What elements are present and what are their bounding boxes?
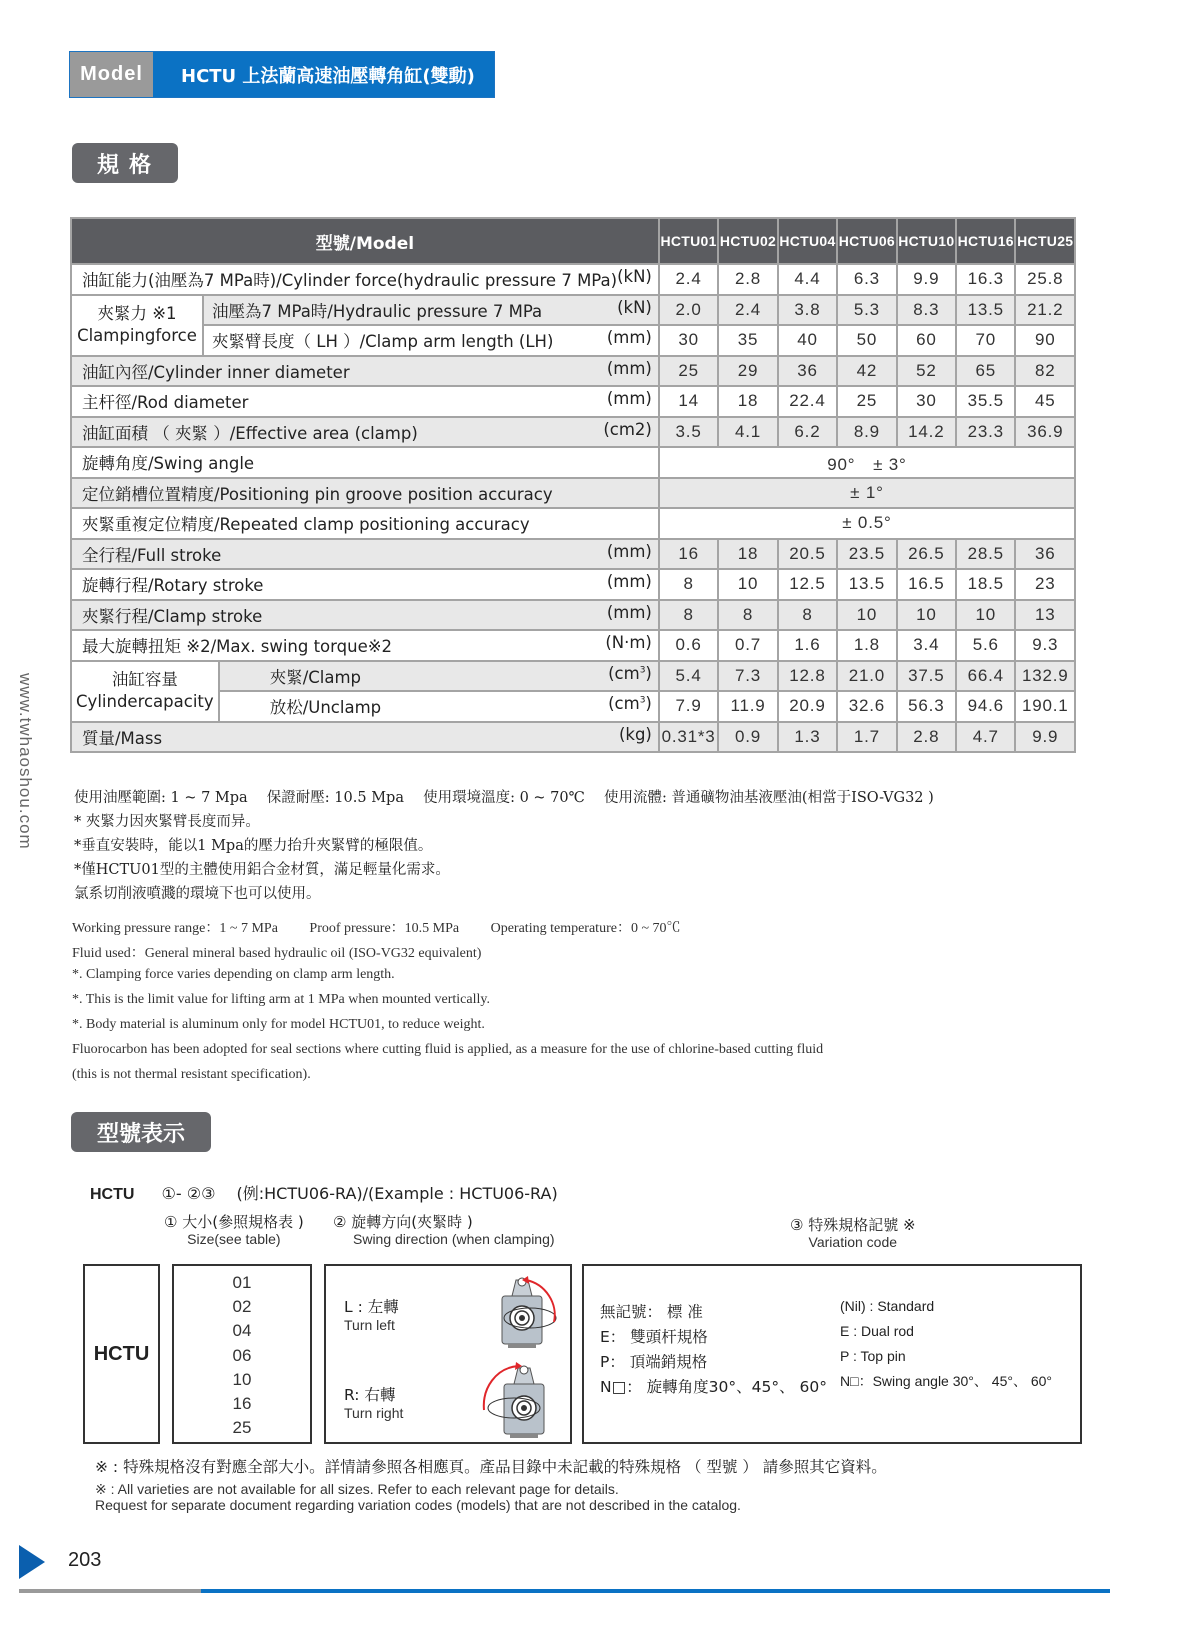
row-label-text: 最大旋轉扭矩 ※2/Max. swing torque※2 — [82, 637, 393, 657]
value-cell: 60 — [897, 325, 956, 356]
model-col-header: HCTU10 — [897, 218, 956, 264]
row-label — [82, 420, 658, 444]
value-cell: 13.5 — [837, 569, 896, 600]
row-unit: (mm) — [606, 541, 652, 561]
row-unit: (N·m) — [605, 633, 652, 653]
row-label-cell — [71, 356, 659, 387]
value-cell: 66.4 — [956, 661, 1015, 692]
row-label-cell — [71, 508, 659, 539]
value-cell: 132.9 — [1015, 661, 1075, 692]
model-col-header: HCTU25 — [1015, 218, 1075, 264]
value-cell: 36 — [1015, 539, 1075, 570]
row-label-text: 油缸面積 （ 夾緊 ）/Effective area (clamp) — [82, 423, 418, 443]
table-row — [71, 264, 1075, 295]
value-cell: 35 — [718, 325, 777, 356]
row-label-text: 油缸內徑/Cylinder inner diameter — [82, 362, 350, 382]
model-col-header: HCTU16 — [956, 218, 1015, 264]
row-label-cell — [219, 691, 659, 722]
table-row — [71, 447, 1075, 478]
value-cell: 18 — [718, 386, 777, 417]
value-cell: 20.9 — [778, 691, 837, 722]
table-row — [71, 295, 1075, 326]
model-col-header: HCTU01 — [659, 218, 718, 264]
value-cell: 9.3 — [1015, 630, 1075, 661]
table-row — [71, 325, 1075, 356]
value-cell: 94.6 — [956, 691, 1015, 722]
row-label-text: 夾緊重複定位精度/Repeated clamp positioning accuracy — [82, 515, 530, 535]
row-label — [82, 389, 658, 413]
section-tag-model-code: 型號表示 — [71, 1112, 211, 1152]
size-option: 06 — [232, 1345, 252, 1365]
value-cell: 21.2 — [1015, 295, 1075, 326]
row-label — [82, 450, 658, 474]
value-cell: 36 — [778, 356, 837, 387]
note-en: *. Clamping force varies depending on clamp arm length. — [72, 967, 395, 982]
merged-value-cell: 90° ± 3° — [659, 447, 1075, 478]
value-cell: 18.5 — [956, 569, 1015, 600]
note-en: Fluorocarbon has been adopted for seal sections where cutting fluid is applied, as a measure for the use of chlorine-based cutting fluid — [72, 1042, 824, 1057]
value-cell: 25 — [659, 356, 718, 387]
value-cell: 3.8 — [778, 295, 837, 326]
value-cell: 28.5 — [956, 539, 1015, 570]
value-cell: 7.3 — [718, 661, 777, 692]
page-arrow-icon — [19, 1545, 45, 1579]
table-row — [71, 539, 1075, 570]
row-unit: (mm) — [606, 389, 652, 409]
row-label-text: 夾緊臂長度（ LH ）/Clamp arm length (LH) — [212, 332, 554, 352]
value-cell: 5.3 — [837, 295, 896, 326]
value-cell: 23 — [1015, 569, 1075, 600]
capacity-group-cn: 油缸容量 — [111, 670, 178, 689]
table-row — [71, 722, 1075, 753]
value-cell: 14 — [659, 386, 718, 417]
note-cn: 使用油壓範圍: 1 ~ 7 Mpa 保證耐壓: 10.5 Mpa 使用環境溫度: 0 ~ 70℃ 使用流體: 普通礦物油基液壓油(相當于ISO-VG32 ) — [74, 790, 934, 806]
table-row — [71, 356, 1075, 387]
value-cell: 70 — [956, 325, 1015, 356]
value-cell: 1.3 — [778, 722, 837, 753]
row-label-text: 定位銷槽位置精度/Positioning pin groove position accuracy — [82, 484, 553, 504]
row-label — [82, 359, 658, 383]
value-cell: 25 — [837, 386, 896, 417]
row-label-cell — [71, 722, 659, 753]
value-cell: 13 — [1015, 600, 1075, 631]
value-cell: 10 — [897, 600, 956, 631]
value-cell: 5.4 — [659, 661, 718, 692]
cubic-superscript: 3 — [639, 665, 646, 676]
size-box — [172, 1264, 312, 1444]
table-row — [71, 417, 1075, 448]
clamp-force-group-label — [71, 295, 203, 356]
side-url: www.twhaoshou.com — [16, 673, 35, 850]
row-label — [82, 603, 658, 627]
row-label-cell — [203, 295, 659, 326]
row-label-cell — [203, 325, 659, 356]
note-en: *. Body material is aluminum only for model HCTU01, to reduce weight. — [72, 1017, 485, 1032]
value-cell: 5.6 — [956, 630, 1015, 661]
model-header-bar — [69, 51, 495, 98]
value-cell: 8 — [659, 600, 718, 631]
value-cell: 26.5 — [897, 539, 956, 570]
value-cell: 1.8 — [837, 630, 896, 661]
table-header-row — [71, 218, 1075, 264]
capacity-group-en: Cylindercapacity — [76, 692, 214, 711]
value-cell: 6.2 — [778, 417, 837, 448]
model-col-header: HCTU02 — [718, 218, 777, 264]
value-cell: 29 — [718, 356, 777, 387]
value-cell: 52 — [897, 356, 956, 387]
clamp-group-en: Clampingforce — [77, 326, 197, 345]
row-unit: (mm) — [606, 572, 652, 592]
value-cell: 30 — [659, 325, 718, 356]
note-cn: *垂直安裝時，能以1 Mpa的壓力抬升夾緊臂的極限值。 — [74, 838, 433, 854]
value-cell: 2.4 — [718, 295, 777, 326]
code-prefix: HCTU — [90, 1186, 135, 1203]
size-option: 04 — [232, 1321, 252, 1341]
row-label-text: 夾緊行程/Clamp stroke — [82, 606, 263, 626]
model-label: Model — [70, 52, 153, 97]
value-cell: 65 — [956, 356, 1015, 387]
turn-left-label: L : 左轉 Turn left — [344, 1298, 399, 1333]
row-label-text: 旋轉行程/Rotary stroke — [82, 576, 264, 596]
value-cell: 8 — [778, 600, 837, 631]
table-row — [71, 478, 1075, 509]
value-cell: 50 — [837, 325, 896, 356]
row-label-text: 質量/Mass — [82, 728, 163, 748]
row-label-text: 主杆徑/Rod diameter — [82, 393, 249, 413]
row-label-text: 旋轉角度/Swing angle — [82, 454, 255, 474]
value-cell: 2.8 — [897, 722, 956, 753]
row-label-cell — [71, 386, 659, 417]
row-label — [82, 572, 658, 596]
value-cell: 4.7 — [956, 722, 1015, 753]
footer-rule-gray — [19, 1589, 201, 1593]
row-label-cell — [71, 417, 659, 448]
row-label — [212, 328, 658, 352]
table-row — [71, 661, 1075, 692]
turn-right-label: R: 右轉 Turn right — [344, 1386, 404, 1421]
size-option: 02 — [232, 1297, 252, 1317]
turn-left-clamp-icon — [494, 1274, 568, 1354]
turn-right-clamp-icon — [474, 1360, 564, 1442]
value-cell: 1.6 — [778, 630, 837, 661]
row-label — [82, 633, 658, 657]
prefix-box: HCTU — [83, 1264, 160, 1444]
value-cell: 11.9 — [718, 691, 777, 722]
value-cell: 42 — [837, 356, 896, 387]
table-row — [71, 600, 1075, 631]
merged-value-cell: ± 1° — [659, 478, 1075, 509]
value-cell: 36.9 — [1015, 417, 1075, 448]
row-label — [82, 481, 658, 505]
row-label — [212, 298, 658, 322]
code-pattern: ①- ②③ — [161, 1184, 216, 1203]
size-label: ① 大小(參照規格表 ) Size(see table) — [164, 1213, 304, 1247]
note-cn: *僅HCTU01型的主體使用鋁合金材質，滿足輕量化需求。 — [74, 862, 450, 878]
cubic-superscript: 3 — [639, 695, 646, 706]
row-label-cell — [71, 569, 659, 600]
value-cell: 7.9 — [659, 691, 718, 722]
row-label — [82, 542, 658, 566]
value-cell: 45 — [1015, 386, 1075, 417]
page-number: 203 — [68, 1549, 102, 1571]
row-unit: (mm) — [606, 602, 652, 622]
row-label-cell — [71, 264, 659, 295]
value-cell: 35.5 — [956, 386, 1015, 417]
value-cell: 37.5 — [897, 661, 956, 692]
row-label — [82, 267, 658, 291]
note-cn: 氯系切削液噴濺的環境下也可以使用。 — [74, 886, 321, 902]
row-label-cell — [71, 539, 659, 570]
value-cell: 23.3 — [956, 417, 1015, 448]
row-unit: (mm) — [606, 358, 652, 378]
row-label — [228, 664, 658, 688]
value-cell: 0.6 — [659, 630, 718, 661]
row-label-text: 油壓為7 MPa時/Hydraulic pressure 7 MPa — [212, 301, 543, 321]
variation-label: ③ 特殊規格記號 ※ Variation code — [790, 1216, 916, 1250]
value-cell: 2.4 — [659, 264, 718, 295]
value-cell: 0.7 — [718, 630, 777, 661]
variation-box — [582, 1264, 1082, 1444]
note-cn: * 夾緊力因夾緊臂長度而异。 — [74, 814, 260, 830]
value-cell: 8 — [718, 600, 777, 631]
model-title: HCTU 上法蘭高速油壓轉角缸(雙動) — [153, 52, 494, 97]
value-cell: 32.6 — [837, 691, 896, 722]
value-cell: 12.5 — [778, 569, 837, 600]
value-cell: 16.3 — [956, 264, 1015, 295]
value-cell: 13.5 — [956, 295, 1015, 326]
size-option: 10 — [232, 1369, 252, 1389]
value-cell: 0.9 — [718, 722, 777, 753]
value-cell: 8.9 — [837, 417, 896, 448]
value-cell: 4.1 — [718, 417, 777, 448]
row-unit: (mm) — [606, 328, 652, 348]
value-cell: 10 — [956, 600, 1015, 631]
table-row — [71, 569, 1075, 600]
size-option: 16 — [232, 1394, 252, 1414]
row-unit: (kN) — [617, 297, 652, 317]
value-cell: 1.7 — [837, 722, 896, 753]
row-label — [228, 694, 658, 718]
value-cell: 12.8 — [778, 661, 837, 692]
row-label-cell — [219, 661, 659, 692]
code-example: (例:HCTU06-RA)/(Example : HCTU06-RA) — [236, 1184, 558, 1203]
variation-list-cn: 無記號： 標 准 E： 雙頭杆規格 P： 頂端銷規格 N□： 旋轉角度30°、45°、 60° — [600, 1303, 828, 1396]
cylinder-capacity-group-label — [71, 661, 219, 722]
row-unit: $(cm^3)$ — [608, 663, 652, 683]
model-header-cell: 型號/Model — [71, 218, 659, 264]
row-label-cell — [71, 600, 659, 631]
value-cell: 6.3 — [837, 264, 896, 295]
value-cell: 8 — [659, 569, 718, 600]
value-cell: 18 — [718, 539, 777, 570]
value-cell: 2.8 — [718, 264, 777, 295]
row-unit: (cm2) — [603, 419, 652, 439]
note-en: *. This is the limit value for lifting arm at 1 MPa when mounted vertically. — [72, 992, 490, 1007]
row-label-text: 全行程/Full stroke — [82, 545, 222, 565]
value-cell: 82 — [1015, 356, 1075, 387]
value-cell: 9.9 — [1015, 722, 1075, 753]
footer-rule-blue — [201, 1589, 1110, 1593]
size-option: 25 — [232, 1418, 252, 1438]
direction-box — [324, 1264, 572, 1444]
variation-list-en: (Nil) : Standard E : Dual rod P : Top pin N□：Swing angle 30°、 45°、 60° — [840, 1298, 1053, 1389]
model-col-header: HCTU06 — [837, 218, 896, 264]
value-cell: 90 — [1015, 325, 1075, 356]
value-cell: 16.5 — [897, 569, 956, 600]
note-en: Working pressure range：1 ~ 7 MPa Proof pressure：10.5 MPa Operating temperature：0 ~ 70℃ — [72, 921, 681, 936]
table-row — [71, 386, 1075, 417]
note-en: Fluid used：General mineral based hydraulic oil (ISO-VG32 equivalent) — [72, 946, 482, 961]
value-cell: 40 — [778, 325, 837, 356]
value-cell: 3.5 — [659, 417, 718, 448]
note-en: (this is not thermal resistant specification). — [72, 1067, 311, 1082]
row-label-text: 油缸能力(油壓為7 MPa時)/Cylinder force(hydraulic pressure 7 MPa) — [82, 271, 618, 291]
row-label — [82, 725, 658, 749]
value-cell: 10 — [837, 600, 896, 631]
model-col-header: HCTU04 — [778, 218, 837, 264]
row-label-cell — [71, 630, 659, 661]
row-label-text: 夾緊/Clamp — [269, 667, 362, 687]
row-unit: $(cm^3)$ — [608, 694, 652, 714]
table-row — [71, 691, 1075, 722]
section-tag-spec: 規格 — [72, 143, 178, 183]
value-cell: 16 — [659, 539, 718, 570]
row-unit: (kg) — [618, 724, 652, 744]
value-cell: 23.5 — [837, 539, 896, 570]
row-unit: (kN) — [617, 267, 652, 287]
spec-table — [70, 217, 1076, 753]
footnote-cn: ※ : 特殊規格沒有對應全部大小。詳情請參照各相應頁。產品目錄中未記載的特殊規格 （ 型號 ） 請參照其它資料。 — [95, 1458, 887, 1476]
row-label-cell — [71, 447, 659, 478]
direction-label: ② 旋轉方向(夾緊時 ) Swing direction (when clamping) — [333, 1213, 555, 1247]
value-cell: 25.8 — [1015, 264, 1075, 295]
value-cell: 22.4 — [778, 386, 837, 417]
footnote-en-1: ※ : All varieties are not available for all sizes. Refer to each relevant page for details. — [95, 1481, 619, 1497]
value-cell: 3.4 — [897, 630, 956, 661]
clamp-group-cn: 夾緊力 ※1 — [97, 304, 177, 323]
value-cell: 4.4 — [778, 264, 837, 295]
value-cell: 21.0 — [837, 661, 896, 692]
value-cell: 10 — [718, 569, 777, 600]
value-cell: 20.5 — [778, 539, 837, 570]
footnote-en-2: Request for separate document regarding variation codes (models) that are not described in the catalog. — [95, 1497, 741, 1513]
value-cell: 190.1 — [1015, 691, 1075, 722]
value-cell: 0.31*3 — [659, 722, 718, 753]
value-cell: 9.9 — [897, 264, 956, 295]
value-cell: 14.2 — [897, 417, 956, 448]
table-row — [71, 630, 1075, 661]
row-label-cell — [71, 478, 659, 509]
value-cell: 8.3 — [897, 295, 956, 326]
size-option: 01 — [232, 1273, 252, 1292]
model-code-line — [90, 1181, 558, 1204]
merged-value-cell: ± 0.5° — [659, 508, 1075, 539]
table-row — [71, 508, 1075, 539]
value-cell: 30 — [897, 386, 956, 417]
row-label-text: 放松/Unclamp — [269, 698, 382, 718]
value-cell: 2.0 — [659, 295, 718, 326]
value-cell: 56.3 — [897, 691, 956, 722]
row-label — [82, 511, 658, 535]
